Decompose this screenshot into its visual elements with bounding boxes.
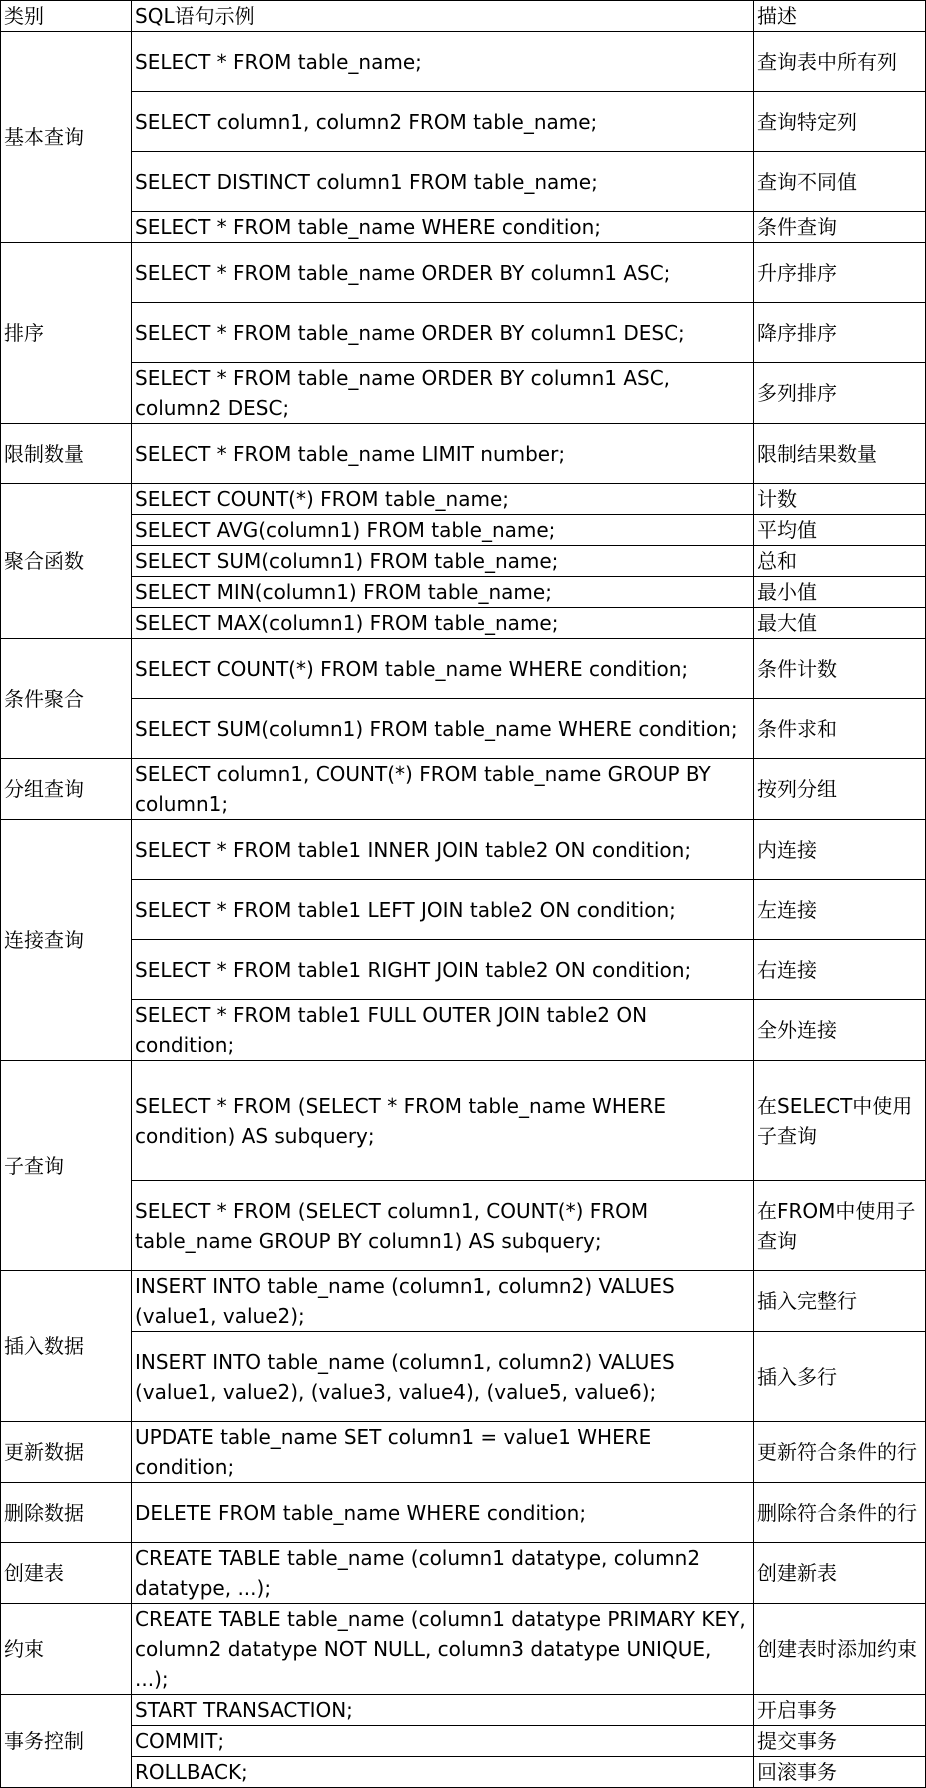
sql-cell: SELECT * FROM table1 INNER JOIN table2 ON condition; bbox=[132, 820, 754, 880]
table-row bbox=[1, 515, 926, 546]
table-row bbox=[1, 1726, 926, 1757]
table-row bbox=[1, 546, 926, 577]
desc-cell: 插入多行 bbox=[754, 1332, 926, 1422]
sql-cell: CREATE TABLE table_name (column1 datatype PRIMARY KEY, column2 datatype NOT NULL, column3 datatype UNIQUE, ...); bbox=[132, 1604, 754, 1695]
table-row bbox=[1, 880, 926, 940]
sql-cell: SELECT * FROM table_name LIMIT number; bbox=[132, 424, 754, 484]
category-cell: 更新数据 bbox=[1, 1422, 132, 1483]
table-row bbox=[1, 608, 926, 639]
desc-cell: 最小值 bbox=[754, 577, 926, 608]
sql-cell: SELECT * FROM table_name ORDER BY column1 ASC; bbox=[132, 243, 754, 303]
sql-cell: SELECT * FROM table1 FULL OUTER JOIN table2 ON condition; bbox=[132, 1000, 754, 1061]
table-row bbox=[1, 1604, 926, 1695]
sql-cell: SELECT DISTINCT column1 FROM table_name; bbox=[132, 152, 754, 212]
sql-cell: SELECT MAX(column1) FROM table_name; bbox=[132, 608, 754, 639]
table-row bbox=[1, 1332, 926, 1422]
sql-cell: SELECT SUM(column1) FROM table_name WHERE condition; bbox=[132, 699, 754, 759]
desc-cell: 创建表时添加约束 bbox=[754, 1604, 926, 1695]
desc-cell: 最大值 bbox=[754, 608, 926, 639]
sql-cell: SELECT * FROM table1 RIGHT JOIN table2 ON condition; bbox=[132, 940, 754, 1000]
header-sql: SQL语句示例 bbox=[132, 1, 754, 32]
table-row bbox=[1, 424, 926, 484]
table-row bbox=[1, 1271, 926, 1332]
sql-cell: SELECT MIN(column1) FROM table_name; bbox=[132, 577, 754, 608]
desc-cell: 平均值 bbox=[754, 515, 926, 546]
sql-cell: DELETE FROM table_name WHERE condition; bbox=[132, 1483, 754, 1543]
sql-cell: INSERT INTO table_name (column1, column2) VALUES (value1, value2); bbox=[132, 1271, 754, 1332]
category-cell: 排序 bbox=[1, 243, 132, 424]
sql-cell: ROLLBACK; bbox=[132, 1757, 754, 1788]
sql-cell: SELECT * FROM table_name WHERE condition; bbox=[132, 212, 754, 243]
category-cell: 聚合函数 bbox=[1, 484, 132, 639]
sql-cell: SELECT column1, COUNT(*) FROM table_name GROUP BY column1; bbox=[132, 759, 754, 820]
sql-cell: SELECT SUM(column1) FROM table_name; bbox=[132, 546, 754, 577]
desc-cell: 创建新表 bbox=[754, 1543, 926, 1604]
sql-cell: SELECT * FROM table1 LEFT JOIN table2 ON condition; bbox=[132, 880, 754, 940]
table-row bbox=[1, 363, 926, 424]
desc-cell: 插入完整行 bbox=[754, 1271, 926, 1332]
table-row bbox=[1, 32, 926, 92]
sql-cell: SELECT * FROM table_name; bbox=[132, 32, 754, 92]
category-cell: 删除数据 bbox=[1, 1483, 132, 1543]
table-row bbox=[1, 243, 926, 303]
table-row bbox=[1, 577, 926, 608]
category-cell: 基本查询 bbox=[1, 32, 132, 243]
desc-cell: 更新符合条件的行 bbox=[754, 1422, 926, 1483]
category-cell: 条件聚合 bbox=[1, 639, 132, 759]
table-row bbox=[1, 1000, 926, 1061]
sql-cell: SELECT * FROM table_name ORDER BY column1 DESC; bbox=[132, 303, 754, 363]
desc-cell: 查询特定列 bbox=[754, 92, 926, 152]
desc-cell: 降序排序 bbox=[754, 303, 926, 363]
table-row bbox=[1, 484, 926, 515]
sql-cell: SELECT AVG(column1) FROM table_name; bbox=[132, 515, 754, 546]
sql-cell: INSERT INTO table_name (column1, column2) VALUES (value1, value2), (value3, value4), (value5, value6); bbox=[132, 1332, 754, 1422]
desc-cell: 右连接 bbox=[754, 940, 926, 1000]
category-cell: 连接查询 bbox=[1, 820, 132, 1061]
sql-cell: SELECT COUNT(*) FROM table_name WHERE condition; bbox=[132, 639, 754, 699]
table-body bbox=[1, 32, 926, 1788]
table-row bbox=[1, 820, 926, 880]
sql-cell: SELECT * FROM (SELECT * FROM table_name WHERE condition) AS subquery; bbox=[132, 1061, 754, 1181]
desc-cell: 回滚事务 bbox=[754, 1757, 926, 1788]
desc-cell: 条件查询 bbox=[754, 212, 926, 243]
desc-cell: 计数 bbox=[754, 484, 926, 515]
table-row bbox=[1, 1695, 926, 1726]
desc-cell: 在SELECT中使用子查询 bbox=[754, 1061, 926, 1181]
table-row bbox=[1, 1543, 926, 1604]
table-row bbox=[1, 1757, 926, 1788]
sql-cell: UPDATE table_name SET column1 = value1 WHERE condition; bbox=[132, 1422, 754, 1483]
desc-cell: 总和 bbox=[754, 546, 926, 577]
desc-cell: 查询表中所有列 bbox=[754, 32, 926, 92]
table-row bbox=[1, 759, 926, 820]
table-row bbox=[1, 940, 926, 1000]
sql-cell: CREATE TABLE table_name (column1 datatype, column2 datatype, ...); bbox=[132, 1543, 754, 1604]
sql-cell: SELECT * FROM (SELECT column1, COUNT(*) FROM table_name GROUP BY column1) AS subquery; bbox=[132, 1181, 754, 1271]
sql-cell: COMMIT; bbox=[132, 1726, 754, 1757]
desc-cell: 条件计数 bbox=[754, 639, 926, 699]
category-cell: 创建表 bbox=[1, 1543, 132, 1604]
header-desc: 描述 bbox=[754, 1, 926, 32]
desc-cell: 左连接 bbox=[754, 880, 926, 940]
desc-cell: 提交事务 bbox=[754, 1726, 926, 1757]
table-row bbox=[1, 1181, 926, 1271]
desc-cell: 按列分组 bbox=[754, 759, 926, 820]
desc-cell: 内连接 bbox=[754, 820, 926, 880]
category-cell: 约束 bbox=[1, 1604, 132, 1695]
desc-cell: 在FROM中使用子查询 bbox=[754, 1181, 926, 1271]
sql-cell: SELECT * FROM table_name ORDER BY column1 ASC, column2 DESC; bbox=[132, 363, 754, 424]
desc-cell: 升序排序 bbox=[754, 243, 926, 303]
desc-cell: 开启事务 bbox=[754, 1695, 926, 1726]
table-row bbox=[1, 152, 926, 212]
desc-cell: 限制结果数量 bbox=[754, 424, 926, 484]
header-category: 类别 bbox=[1, 1, 132, 32]
desc-cell: 全外连接 bbox=[754, 1000, 926, 1061]
table-row bbox=[1, 1422, 926, 1483]
table-row bbox=[1, 639, 926, 699]
header-row bbox=[1, 1, 926, 32]
sql-cell: SELECT column1, column2 FROM table_name; bbox=[132, 92, 754, 152]
desc-cell: 多列排序 bbox=[754, 363, 926, 424]
table-row bbox=[1, 1483, 926, 1543]
table-row bbox=[1, 92, 926, 152]
sql-cell: SELECT COUNT(*) FROM table_name; bbox=[132, 484, 754, 515]
table-row bbox=[1, 699, 926, 759]
table-row bbox=[1, 212, 926, 243]
category-cell: 子查询 bbox=[1, 1061, 132, 1271]
category-cell: 限制数量 bbox=[1, 424, 132, 484]
desc-cell: 查询不同值 bbox=[754, 152, 926, 212]
category-cell: 分组查询 bbox=[1, 759, 132, 820]
category-cell: 事务控制 bbox=[1, 1695, 132, 1788]
table-row bbox=[1, 303, 926, 363]
desc-cell: 删除符合条件的行 bbox=[754, 1483, 926, 1543]
table-row bbox=[1, 1061, 926, 1181]
category-cell: 插入数据 bbox=[1, 1271, 132, 1422]
sql-cell: START TRANSACTION; bbox=[132, 1695, 754, 1726]
desc-cell: 条件求和 bbox=[754, 699, 926, 759]
